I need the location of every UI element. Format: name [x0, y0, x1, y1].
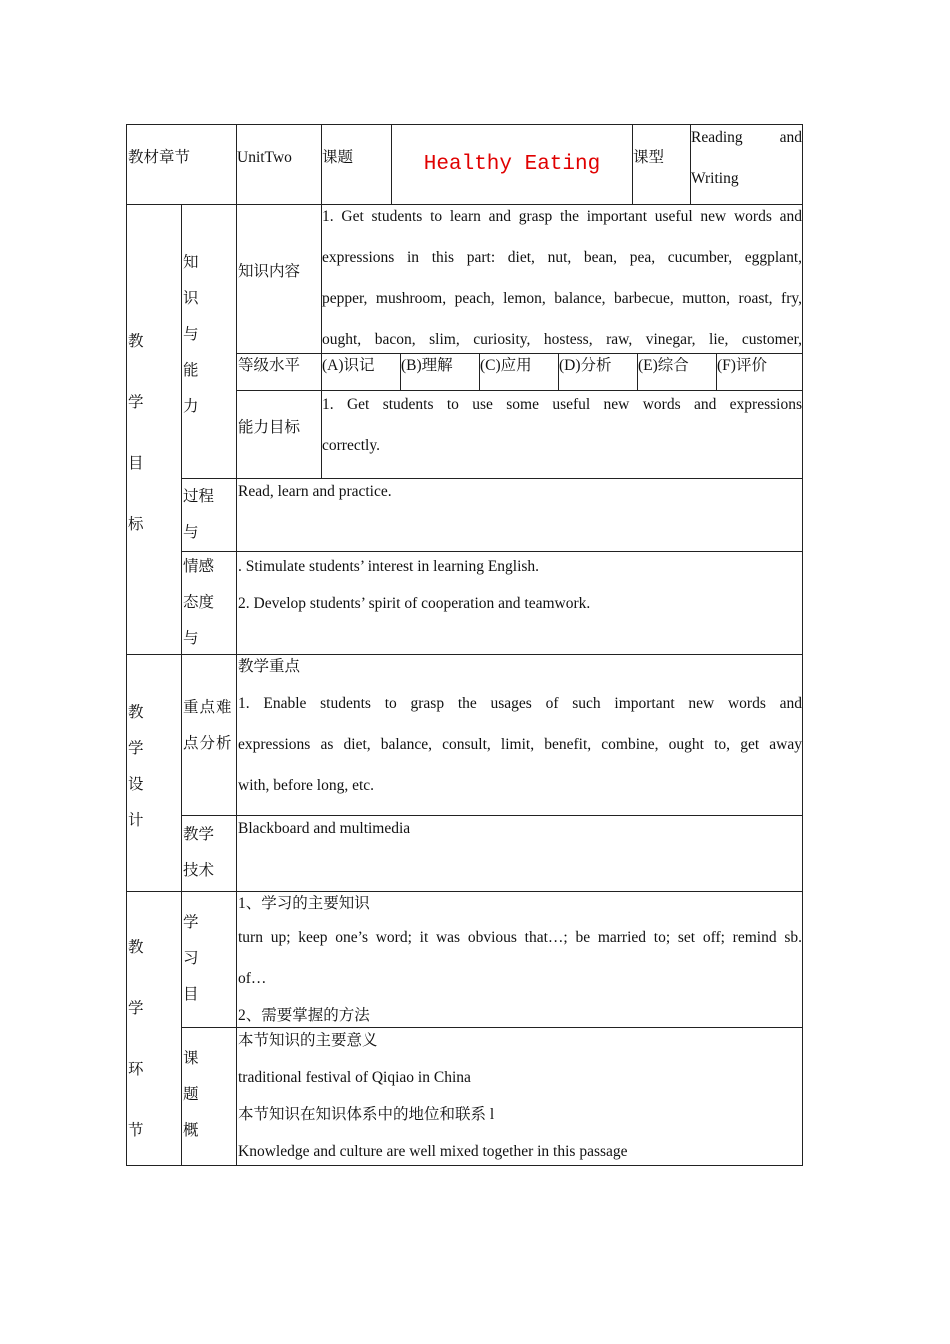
design-label-char: 设: [128, 776, 144, 793]
ability-line: 1. Get students to use some useful new words and expressions: [322, 396, 802, 413]
type-value-line-1: Reading and: [691, 129, 802, 146]
level-option-a: (A)识记: [322, 357, 375, 374]
knowledge-ability-label: [183, 245, 235, 425]
level-label: 等级水平: [238, 357, 301, 374]
study-line: turn up; keep one’s word; it was obvious that…; be married to; set off; remind sb.: [238, 929, 802, 946]
knowledge-label-char: 与: [183, 326, 199, 343]
level-option-f: (F)评价: [717, 357, 767, 374]
key-label-line: 重点难: [183, 699, 233, 716]
knowledge-label-char: 力: [183, 398, 199, 415]
knowledge-content-line: expressions in this part: diet, nut, bean, pea, cucumber, eggplant,: [322, 249, 802, 266]
study-goals-label: [183, 905, 235, 1013]
level-option-b: (B)理解: [401, 357, 453, 374]
key-label-line: 点分析: [183, 735, 233, 752]
page-title: Healthy Eating: [423, 153, 601, 176]
key-line: with, before long, etc.: [238, 777, 375, 794]
knowledge-content-line: 1. Get students to learn and grasp the important useful new words and: [322, 208, 802, 225]
stages-section-label: [128, 917, 180, 1161]
overview-label-char: 课: [183, 1050, 199, 1067]
key-points-content: [238, 683, 802, 806]
chapter-label: 教材章节: [128, 149, 191, 166]
level-option-e: (E)综合: [638, 357, 689, 374]
overview-line: 本节知识的主要意义: [238, 1032, 378, 1049]
objectives-label-char: 标: [128, 516, 144, 533]
level-option-c: (C)应用: [480, 357, 532, 374]
emotion-line: 2. Develop students’ spirit of cooperation and teamwork.: [238, 595, 591, 612]
emotion-label-line: 态度: [183, 594, 215, 611]
ability-label: 能力目标: [238, 419, 301, 436]
study-label-char: 学: [183, 914, 199, 931]
objectives-label-char: 教: [128, 333, 144, 350]
tech-content: Blackboard and multimedia: [238, 820, 411, 837]
ability-line: correctly.: [322, 437, 380, 454]
emotion-label-line: 情感: [183, 558, 215, 575]
tech-label-line: 教学: [183, 826, 215, 843]
overview-line: traditional festival of Qiqiao in China: [238, 1069, 471, 1086]
overview-content: [238, 1022, 802, 1170]
emotion-label: [183, 549, 235, 653]
design-label-char: 教: [128, 704, 144, 721]
ability-content: [322, 384, 802, 478]
topic-label: 课题: [322, 149, 354, 166]
key-points-label: [183, 690, 236, 762]
overview-line: 本节知识在知识体系中的地位和联系 l: [238, 1106, 495, 1123]
study-heading: 1、学习的主要知识: [238, 895, 370, 912]
design-section-label: [128, 695, 180, 839]
emotion-content: [238, 548, 802, 622]
overview-line: Knowledge and culture are well mixed together in this passage: [238, 1143, 628, 1160]
study-goals-content: [238, 891, 802, 1027]
study-line: of…: [238, 970, 267, 987]
table-border-right: [802, 124, 803, 1166]
knowledge-label-char: 识: [183, 290, 199, 307]
process-label: [183, 479, 235, 550]
process-content: Read, learn and practice.: [238, 483, 392, 500]
study-label-char: 目: [183, 986, 199, 1003]
objectives-label-char: 目: [128, 455, 144, 472]
stages-label-char: 学: [128, 1000, 144, 1017]
tech-label-line: 技术: [183, 862, 215, 879]
type-label: 课型: [633, 149, 665, 166]
study-method: 2、需要掌握的方法: [238, 1007, 370, 1024]
emotion-line: . Stimulate students’ interest in learning English.: [238, 558, 540, 575]
overview-label-char: 概: [183, 1122, 199, 1139]
body-col-divider-b: [236, 204, 237, 1165]
objectives-label-char: 学: [128, 394, 144, 411]
knowledge-label-char: 知: [183, 254, 199, 271]
stages-label-char: 教: [128, 939, 144, 956]
emotion-label-line: 与: [183, 630, 199, 647]
design-label-char: 计: [128, 812, 144, 829]
overview-label: [183, 1041, 235, 1149]
level-option-d: (D)分析: [559, 357, 612, 374]
knowledge-content-line: ought, bacon, slim, curiosity, hostess, raw, vinegar, lie, customer,: [322, 331, 802, 348]
type-value-line-2: Writing: [691, 170, 739, 187]
chapter-value: UnitTwo: [237, 149, 292, 166]
table-border-left: [126, 124, 127, 1166]
process-label-line: 与: [183, 524, 199, 541]
process-label-line: 过程: [183, 488, 215, 505]
key-line: 1. Enable students to grasp the usages of such important new words and: [238, 695, 802, 712]
overview-label-char: 题: [183, 1086, 199, 1103]
key-points-heading: 教学重点: [238, 658, 301, 675]
design-label-char: 学: [128, 740, 144, 757]
stages-label-char: 环: [128, 1061, 144, 1078]
knowledge-content: [322, 196, 802, 353]
key-line: expressions as diet, balance, consult, limit, benefit, combine, ought to, get away: [238, 736, 802, 753]
tech-label: [183, 817, 235, 889]
body-col-divider-a: [181, 204, 182, 1165]
objectives-section-label: [128, 311, 180, 555]
knowledge-label-char: 能: [183, 362, 199, 379]
stages-label-char: 节: [128, 1122, 144, 1139]
knowledge-content-label: 知识内容: [238, 263, 301, 280]
study-label-char: 习: [183, 950, 199, 967]
knowledge-content-line: pepper, mushroom, peach, lemon, balance, barbecue, mutton, roast, fry,: [322, 290, 802, 307]
